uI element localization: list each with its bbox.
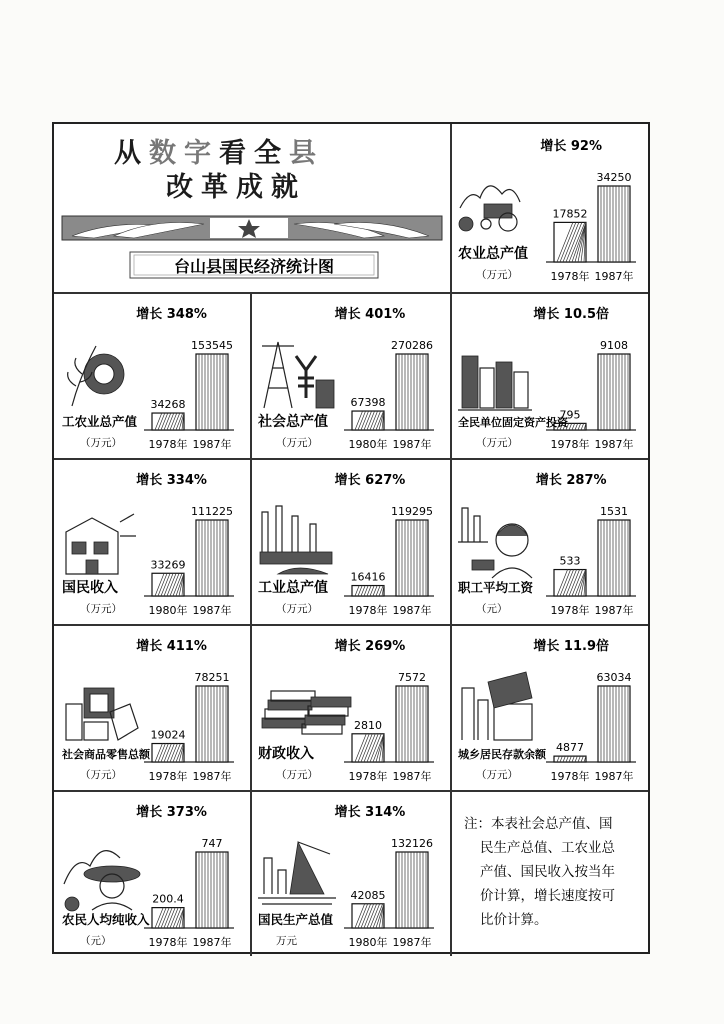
category-label: 1987年 [392,604,432,617]
value-label: 153545 [191,339,233,352]
category-label: 1978年 [550,770,590,783]
title-graphic [54,124,450,292]
chart-3 [250,292,450,458]
unit-label: （万元） [476,769,518,781]
chart-2 [54,292,250,458]
value-label: 747 [201,837,223,850]
value-label: 9108 [600,339,628,352]
title-char: 全 [254,138,283,169]
value-label: 17852 [552,207,588,221]
farmer-icon [64,851,140,911]
gear-wheat-icon [68,346,124,406]
category-label: 1978年 [550,270,590,283]
savings-icon [462,672,532,740]
houses-icon [66,514,136,574]
unit-label: （万元） [80,437,122,449]
category-label: 1987年 [192,770,232,783]
value-label: 78251 [194,671,230,684]
chart-1 [450,124,652,292]
value-label: 34268 [150,398,186,412]
goods-icon [66,688,138,740]
chart-12 [250,790,450,956]
value-label: 119295 [391,505,433,518]
note-line: 民生产总值、工农业总 [480,840,615,856]
chart-5 [54,458,250,624]
chart-11 [54,790,250,956]
category-label: 1980年 [148,604,188,617]
title-cell [54,124,450,292]
chart-9 [250,624,450,790]
unit-label: （万元） [80,603,122,615]
note-line: 价计算，增长速度按可 [480,888,615,904]
indicator-name: 工农业总产值 [62,414,138,429]
value-label: 4877 [556,741,584,755]
indicator-name: 社会总产值 [258,414,328,430]
growth-label: 增长 10.5倍 [533,307,610,322]
growth-label: 增长 373% [136,805,207,820]
note-line: 产值、国民收入按当年 [480,864,615,880]
indicator-name: 工业总产值 [258,580,328,596]
chart-8 [54,624,250,790]
yuan-tower-icon [262,342,334,408]
chart-10 [450,624,652,790]
growth-label: 增长 348% [136,307,207,322]
value-label: 533 [559,554,581,568]
unit-label: （万元） [276,769,318,781]
buildings-icon [458,356,532,410]
growth-label: 增长 401% [334,307,406,322]
category-label: 1980年 [348,936,388,949]
indicator-name: 农民人均纯收入 [62,912,150,927]
wheat-banner [62,216,442,240]
tractor-icon [459,186,520,231]
title-line-2: 改革成就 [166,172,306,203]
port-icon [258,842,336,904]
value-label: 132126 [391,837,433,850]
value-label: 1531 [600,505,628,518]
note-cell [450,790,652,956]
category-label: 1987年 [392,438,432,451]
category-label: 1987年 [192,936,232,949]
title-char: 数 [149,138,178,169]
category-label: 1978年 [550,438,590,451]
value-label: 200.4 [152,892,184,906]
value-label: 16416 [350,570,386,584]
indicator-name: 职工平均工资 [458,580,534,595]
indicator-name: 国民收入 [62,580,118,596]
category-label: 1987年 [594,770,634,783]
category-label: 1987年 [192,604,232,617]
title-char: 看 [219,138,248,169]
value-label: 7572 [398,671,426,684]
value-label: 67398 [350,396,386,410]
note-graphic [450,790,652,956]
worker-icon [458,508,532,578]
category-label: 1978年 [148,438,188,451]
category-label: 1987年 [594,270,634,283]
growth-label: 增长 314% [334,805,406,820]
category-label: 1987年 [392,770,432,783]
indicator-name: 社会商品零售总额 [62,748,150,761]
growth-label: 增长 627% [334,473,406,488]
unit-label: 万元 [276,935,297,947]
value-label: 19024 [150,728,186,742]
value-label: 63034 [596,671,632,684]
chart-6 [250,458,450,624]
money-stacks-icon [262,691,351,734]
bar [554,222,586,262]
value-label: 795 [559,408,581,422]
value-label: 33269 [150,558,186,572]
indicator-name: 全民单位固定资产投资 [458,416,568,429]
unit-label: （万元） [80,769,122,781]
indicator-name: 财政收入 [258,746,314,762]
unit-label: （万元） [476,437,518,449]
category-label: 1978年 [148,936,188,949]
title-char: 字 [184,138,213,169]
unit-label: （万元） [276,603,318,615]
note-line: 比价计算。 [480,912,548,928]
statistics-sheet [52,122,650,954]
indicator-name: 国民生产总值 [258,912,334,927]
subtitle: 台山县国民经济统计图 [173,257,335,276]
indicator-name: 城乡居民存款余额 [458,748,546,761]
unit-label: （万元） [476,269,518,281]
category-label: 1978年 [348,604,388,617]
chart-7 [450,458,652,624]
unit-label: （元） [476,603,508,615]
factory-icon [260,506,332,574]
growth-label: 增长 269% [334,639,406,654]
growth-label: 增长 92% [540,139,603,154]
unit-label: （万元） [276,437,318,449]
growth-label: 增长 334% [136,473,207,488]
value-label: 270286 [391,339,433,352]
growth-label: 增长 287% [535,473,607,488]
category-label: 1980年 [348,438,388,451]
value-label: 34250 [596,171,632,184]
category-label: 1987年 [392,936,432,949]
category-label: 1978年 [550,604,590,617]
title-char: 县 [289,138,318,169]
title-char: 从 [114,138,143,169]
value-label: 42085 [350,888,386,902]
note-line: 注：本表社会总产值、国 [464,816,613,832]
category-label: 1987年 [594,604,634,617]
category-label: 1987年 [192,438,232,451]
indicator-name: 农业总产值 [458,246,528,262]
category-label: 1978年 [348,770,388,783]
chart-4 [450,292,652,458]
value-label: 111225 [191,505,233,518]
unit-label: （元） [80,935,112,947]
growth-label: 增长 411% [136,639,207,654]
value-label: 2810 [354,718,382,732]
category-label: 1978年 [148,770,188,783]
growth-label: 增长 11.9倍 [533,639,610,654]
category-label: 1987年 [594,438,634,451]
